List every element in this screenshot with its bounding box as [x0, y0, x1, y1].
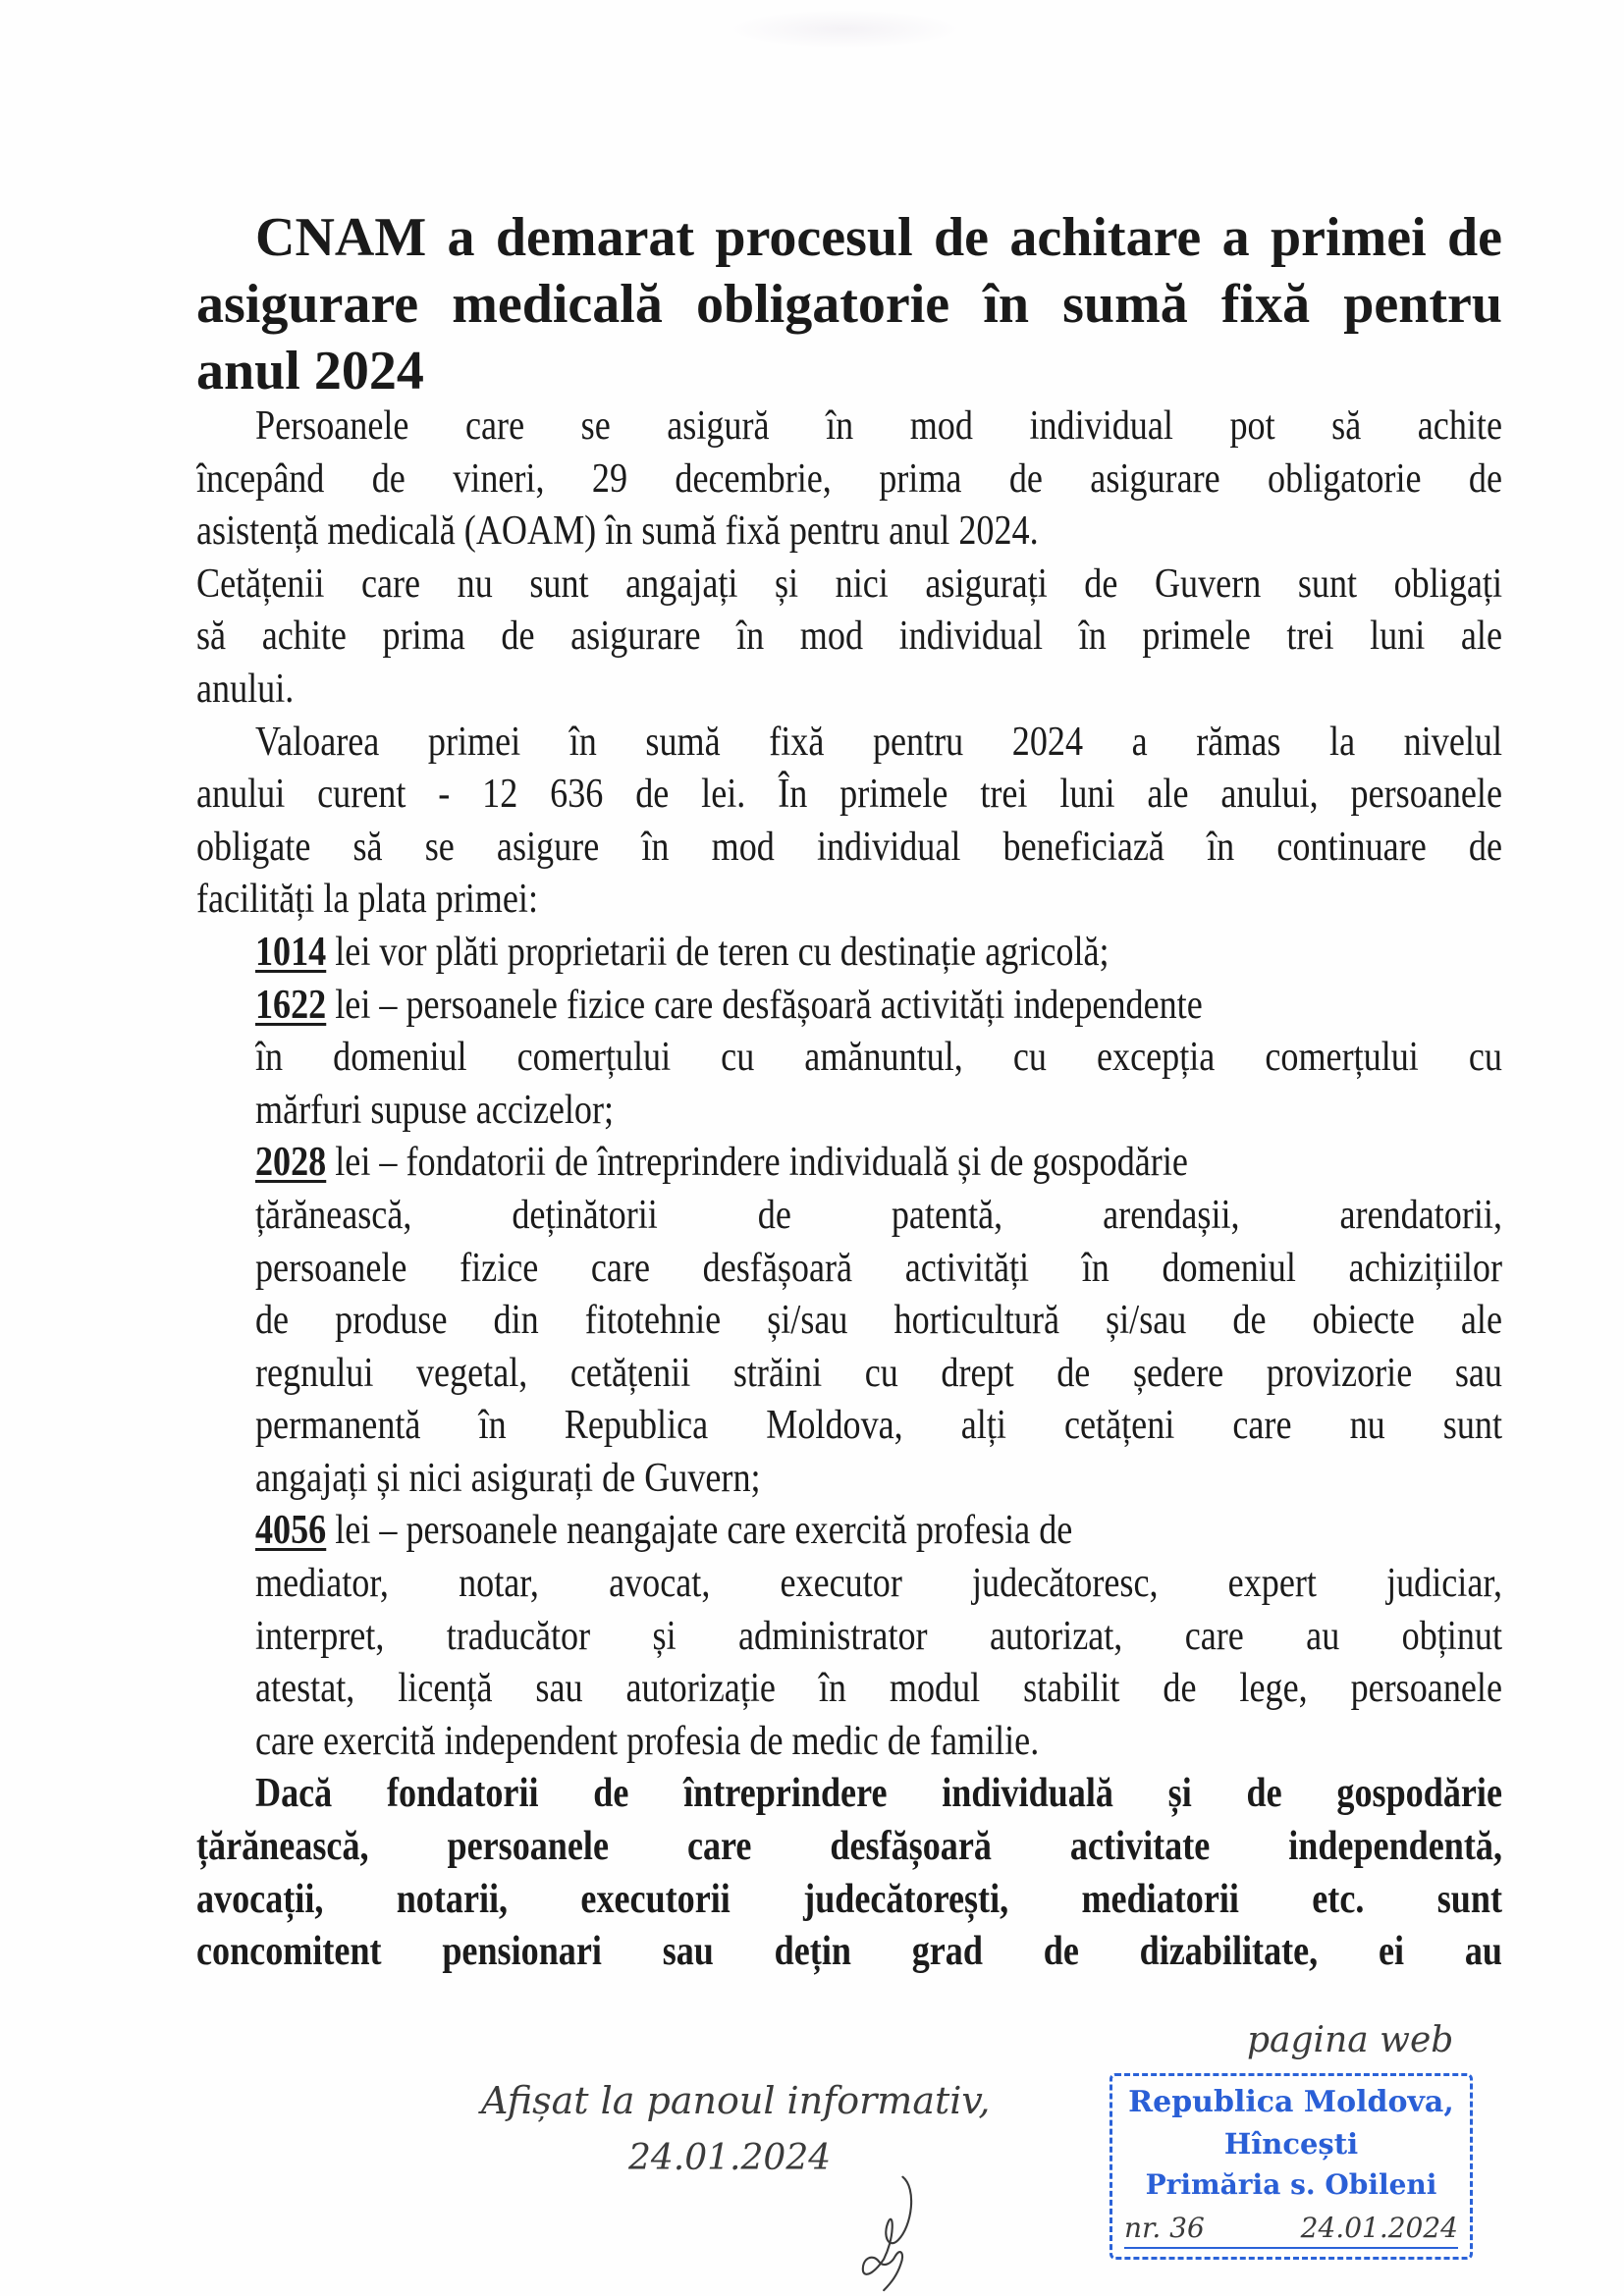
text-line — [196, 454, 1502, 507]
facility-item-1622 — [255, 980, 1502, 1138]
text-line-content: mediator, notar, avocat, executor judecătoresc, expert judiciar, — [255, 1561, 1502, 1607]
text-line — [196, 400, 1502, 454]
text-line-content: anului curent - 12 636 de lei. În primele trei luni ale anului, persoanele — [196, 772, 1502, 818]
text-line — [196, 1821, 1502, 1874]
text-line: anului. — [196, 666, 295, 712]
text-line-content: țărănească, deținătorii de patentă, arendașii, arendatorii, — [255, 1192, 1502, 1238]
paragraph-2 — [196, 559, 1502, 717]
facility-item-2028 — [255, 1137, 1502, 1505]
text-line-content: permanentă în Republica Moldova, alți cetățeni care nu sunt — [255, 1403, 1502, 1449]
text-line-content: în domeniul comerțului cu amănuntul, cu excepția comerțului cu — [255, 1035, 1502, 1081]
text-line — [255, 1611, 1502, 1664]
text-line: 1014 lei vor plăti proprietarii de teren cu destinație agricolă; — [255, 929, 1110, 975]
text-line: asistență medicală (AOAM) în sumă fixă pentru anul 2024. — [196, 508, 1039, 555]
text-line — [255, 1348, 1502, 1401]
text-line — [196, 1768, 1502, 1821]
text-line-content: Dacă fondatorii de întreprindere individuală și de gospodărie — [255, 1771, 1502, 1817]
scan-artifact — [727, 10, 962, 49]
text-line: mărfuri supuse accizelor; — [255, 1087, 615, 1133]
text-line-content: avocații, notarii, executorii judecătorești, mediatorii etc. sunt — [196, 1876, 1502, 1922]
stamp-number: nr. 36 — [1124, 2212, 1205, 2244]
text-line — [196, 822, 1502, 875]
title-line-1: CNAM a demarat procesul de achitare a primei de — [255, 207, 1502, 268]
paragraph-3 — [196, 717, 1502, 927]
text-line: 2028 lei – fondatorii de întreprindere individuală și de gospodărie — [255, 1140, 1188, 1186]
text-line-content: concomitent pensionari sau dețin grad de dizabilitate, ei au — [196, 1929, 1502, 1975]
text-line: 1622 lei – persoanele fizice care desfășoară activități independente — [255, 982, 1203, 1028]
text-line-content: regnului vegetal, cetățenii străini cu drept de ședere provizorie sau — [255, 1350, 1502, 1396]
paragraph-1 — [196, 400, 1502, 559]
stamp-registration — [1124, 2210, 1458, 2249]
text-line-content: obligate să se asigure în mod individual beneficiază în continuare de — [196, 824, 1502, 870]
text-line-content: de produse din fitotehnie și/sau horticultură și/sau de obiecte ale — [255, 1298, 1502, 1344]
text-line — [196, 717, 1502, 770]
title-line-2: asigurare medicală obligatorie în sumă fixă pentru — [196, 274, 1502, 335]
facility-item-1014 — [255, 927, 1502, 980]
text-line — [255, 1400, 1502, 1453]
signature-icon — [844, 2169, 933, 2292]
handwritten-posting-note: Afișat la panoul informativ, — [481, 2079, 991, 2122]
amount: 4056 — [255, 1508, 327, 1554]
text-line — [255, 1663, 1502, 1716]
text-line: facilități la plata primei: — [196, 877, 539, 923]
facilities-list — [196, 927, 1502, 1769]
text-line-content: atestat, licență sau autorizație în modul stabilit de lege, persoanele — [255, 1666, 1502, 1712]
stamp-line-3: Primăria s. Obileni — [1145, 2168, 1437, 2201]
text-line — [255, 1032, 1502, 1085]
text-line-content: Valoarea primei în sumă fixă pentru 2024 a rămas la nivelul — [255, 719, 1502, 765]
text-line-content: țărănească, persoanele care desfășoară activitate independentă, — [196, 1824, 1502, 1870]
title-line-3: anul 2024 — [196, 341, 424, 401]
paragraph-4 — [196, 1768, 1502, 1978]
text-line: care exercită independent profesia de medic de familie. — [255, 1718, 1040, 1764]
stamp-line-2: Hîncești — [1223, 2127, 1359, 2161]
document-body — [196, 400, 1502, 1979]
amount: 2028 — [255, 1140, 327, 1186]
document-title — [196, 204, 1502, 404]
text-line-content: să achite prima de asigurare în mod individual în primele trei luni ale — [196, 614, 1502, 660]
text-line-content: începând de vineri, 29 decembrie, prima de asigurare obligatorie de — [196, 455, 1502, 502]
text-line — [255, 1190, 1502, 1243]
text-line-content: interpret, traducător și administrator autorizat, care au obținut — [255, 1613, 1502, 1659]
text-line-content: Persoanele care se asigură în mod individual pot să achite — [255, 403, 1502, 449]
text-line — [196, 611, 1502, 664]
text-line: 4056 lei – persoanele neangajate care exercită profesia de — [255, 1508, 1073, 1554]
handwritten-date: 24.01.2024 — [628, 2138, 832, 2178]
text-line-content: persoanele fizice care desfășoară activități în domeniul achizițiilor — [255, 1245, 1502, 1291]
text-line — [196, 559, 1502, 612]
text-line-content: Cetățenii care nu sunt angajați și nici asigurați de Guvern sunt obligați — [196, 561, 1502, 607]
text-line — [255, 1558, 1502, 1611]
text-line: angajați și nici asigurați de Guvern; — [255, 1455, 761, 1501]
amount: 1622 — [255, 982, 327, 1028]
text-line — [255, 1243, 1502, 1296]
stamp-line-1: Republica Moldova, — [1128, 2085, 1454, 2119]
text-line — [196, 769, 1502, 822]
text-line — [255, 1295, 1502, 1348]
official-stamp — [1110, 2073, 1473, 2260]
stamp-date: 24.01.2024 — [1300, 2212, 1458, 2244]
facility-item-4056 — [255, 1505, 1502, 1768]
text-line — [196, 1926, 1502, 1979]
text-line — [196, 1874, 1502, 1927]
amount: 1014 — [255, 929, 327, 975]
handwritten-web-note: pagina web — [1247, 2020, 1454, 2060]
